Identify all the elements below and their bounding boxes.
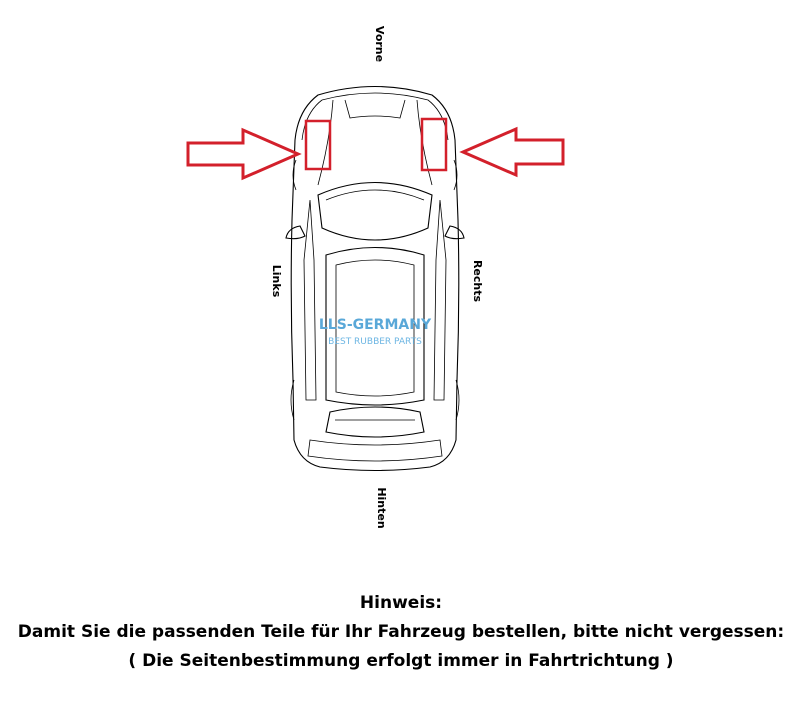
label-front: Vorne (373, 25, 386, 63)
arrow-right-icon (463, 129, 563, 175)
label-left: Links (270, 264, 283, 298)
watermark-title: LLS-GERMANY (318, 317, 432, 333)
arrow-left-icon (188, 130, 298, 178)
note-title: Hinweis: (359, 593, 443, 613)
label-rear: Hinten (375, 487, 388, 529)
highlight-right-part (422, 119, 446, 170)
note-line-1: Damit Sie die passenden Teile für Ihr Fahrzeug bestellen, bitte nicht vergessen: (17, 622, 785, 642)
highlight-left-part (306, 121, 330, 169)
car-outline (286, 87, 464, 471)
watermark-subtitle: BEST RUBBER PARTS (328, 337, 422, 347)
label-right: Rechts (471, 259, 484, 303)
note-line-2: ( Die Seitenbestimmung erfolgt immer in Fahrtrichtung ) (128, 651, 674, 671)
